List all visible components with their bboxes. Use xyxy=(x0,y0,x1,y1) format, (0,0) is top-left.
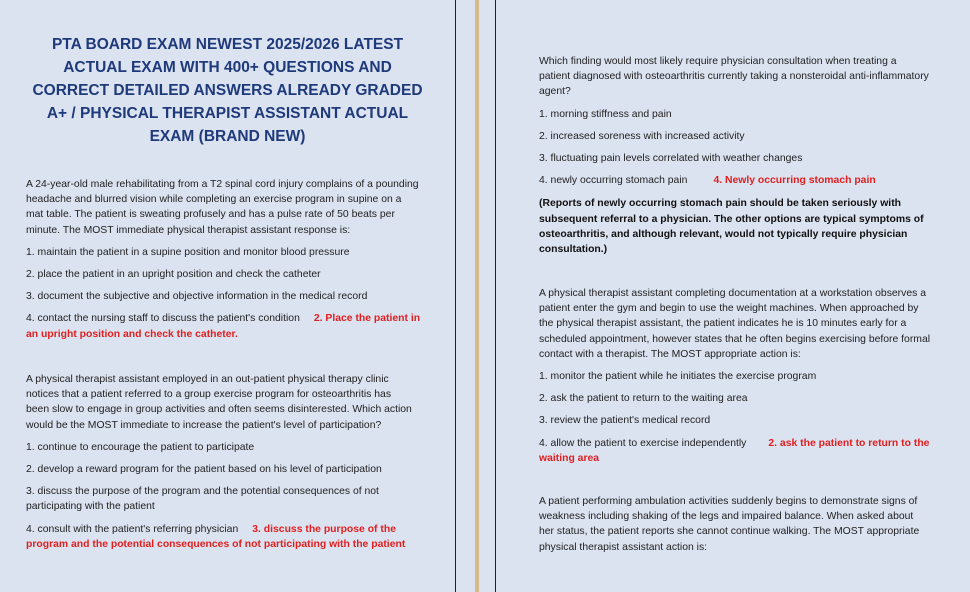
option-item: 1. monitor the patient while he initiates the exercise program xyxy=(539,371,817,383)
question-3 xyxy=(539,54,929,257)
option-item: 3. document the subjective and objective information in the medical record xyxy=(26,291,368,303)
option-item: 2. develop a reward program for the patient based on his level of participation xyxy=(26,464,382,476)
spine-divider xyxy=(475,0,479,592)
option-list xyxy=(539,107,929,189)
question-4 xyxy=(539,286,933,466)
option-item-with-answer xyxy=(26,522,416,552)
option-text: 4. newly occurring stomach pain xyxy=(539,175,688,187)
page-edge-left xyxy=(455,0,456,592)
question-2 xyxy=(26,372,416,552)
option-item-with-answer xyxy=(539,173,929,188)
option-list xyxy=(26,245,421,342)
question-stem: A physical therapist assistant completing documentation at a workstation observes a patient enter the gym and begin to use the weight machines. When approached by the physical therapist assistant, the patient indicates he is 10 minutes early for a scheduled appointment, however states that he often begins exercising before formal contact with a therapist. The MOST appropriate action is: xyxy=(539,288,931,360)
option-item-with-answer xyxy=(539,436,933,466)
question-stem: Which finding would most likely require physician consultation when treating a patient diagnosed with osteoarthritis currently taking a nonsteroidal anti-inflammatory agent? xyxy=(539,56,929,98)
option-item: 2. place the patient in an upright position and check the catheter xyxy=(26,269,321,281)
correct-answer: 3. discuss the purpose of the program and the potential consequences of not participating with the patient xyxy=(26,523,406,550)
option-text: 4. consult with the patient's referring physician xyxy=(26,523,239,535)
question-stem: A patient performing ambulation activities suddenly begins to demonstrate signs of weakness including shaking of the legs and impaired balance. When asked about her status, the patient reports she cannot continue walking. The MOST appropriate physical therapist assistant action is: xyxy=(539,496,920,553)
correct-answer: 2. Place the patient in an upright position and check the catheter. xyxy=(26,313,421,340)
option-item-with-answer xyxy=(26,311,421,341)
correct-answer: 2. ask the patient to return to the waiting area xyxy=(539,437,930,464)
option-list xyxy=(539,369,933,466)
option-text: 4. allow the patient to exercise independently xyxy=(539,437,747,449)
question-5 xyxy=(539,494,929,555)
answer-explanation: (Reports of newly occurring stomach pain should be taken seriously with subsequent referral to a physician. The other options are typical symptoms of osteoarthritis, and although relevant, would not typically require physician consultation.) xyxy=(539,198,924,256)
option-item: 2. ask the patient to return to the waiting area xyxy=(539,393,748,405)
question-1 xyxy=(26,177,421,342)
document-title: PTA BOARD EXAM NEWEST 2025/2026 LATEST ACTUAL EXAM WITH 400+ QUESTIONS AND CORRECT DETAILED ANSWERS ALREADY GRADED A+ / PHYSICAL THERAPIST ASSISTANT ACTUAL EXAM (BRAND NEW) xyxy=(32,36,423,145)
option-item: 2. increased soreness with increased activity xyxy=(539,130,745,142)
option-item: 1. continue to encourage the patient to participate xyxy=(26,441,255,453)
option-item: 3. discuss the purpose of the program and the potential consequences of not participating with the patient xyxy=(26,486,379,513)
option-item: 1. morning stiffness and pain xyxy=(539,108,672,120)
page-gutter xyxy=(455,0,496,592)
correct-answer: 4. Newly occurring stomach pain xyxy=(713,175,876,187)
option-list xyxy=(26,440,416,552)
question-stem: A 24-year-old male rehabilitating from a T2 spinal cord injury complains of a pounding headache and blurred vision while completing an exercise program in supine on a mat table. The patient is sweating profusely and has a pulse rate of 50 beats per minute. The MOST immediate physical therapist assistant response is: xyxy=(26,179,419,236)
option-text: 4. contact the nursing staff to discuss the patient's condition xyxy=(26,313,300,325)
option-item: 1. maintain the patient in a supine position and monitor blood pressure xyxy=(26,246,350,258)
option-item: 3. fluctuating pain levels correlated with weather changes xyxy=(539,153,803,165)
option-item: 3. review the patient's medical record xyxy=(539,415,711,427)
question-stem: A physical therapist assistant employed in an out-patient physical therapy clinic notices that a patient referred to a group exercise program for osteoarthritis has been slow to engage in group activities and often seems disinterested. Which action would be the MOST immediate to increase the patient's level of participation? xyxy=(26,374,412,431)
